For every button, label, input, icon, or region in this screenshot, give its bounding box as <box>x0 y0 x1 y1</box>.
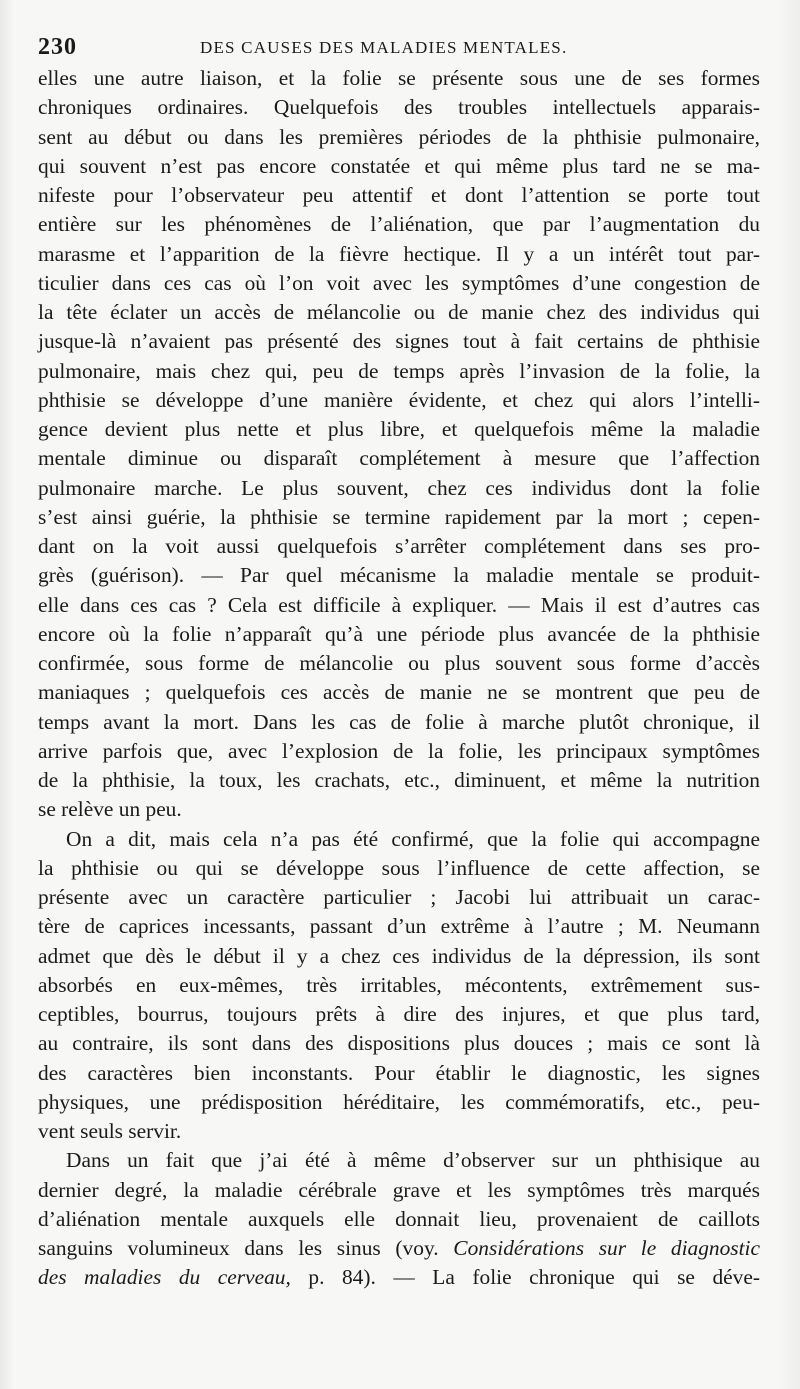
paragraph-1 <box>38 64 760 825</box>
text-line: d’aliénation mentale auxquels elle donnait lieu, provenaient de caillots <box>38 1206 760 1231</box>
page-header <box>38 34 770 64</box>
text-line: maniaques ; quelquefois ces accès de manie ne se montrent que peu de <box>38 680 760 705</box>
text-line: elles une autre liaison, et la folie se présente sous une de ses formes <box>38 66 760 90</box>
text-line: arrive parfois que, avec l’explosion de la folie, les principaux symptômes <box>38 738 760 763</box>
text-line <box>38 1234 760 1263</box>
italic-title-part-2: des maladies du cerveau, <box>38 1265 291 1290</box>
text-line: jusque-là n’avaient pas présenté des signes tout à fait certains de phthisie <box>38 329 760 354</box>
text-line: de la phthisie, la toux, les crachats, etc., diminuent, et même la nutrition <box>38 768 760 792</box>
text-line: gence devient plus nette et plus libre, et quelquefois même la maladie <box>38 417 760 441</box>
text-line: temps avant la mort. Dans les cas de folie à marche plutôt chronique, il <box>38 709 760 734</box>
text-line: dant on la voit aussi quelquefois s’arrêter complétement dans ses pro- <box>38 534 760 558</box>
body-text <box>38 64 760 1293</box>
text-line: pulmonaire marche. Le plus souvent, chez ces individus dont la folie <box>38 475 760 500</box>
text-line: phthisie se développe d’une manière évidente, et chez qui alors l’intelli- <box>38 387 760 412</box>
paragraph-2 <box>38 825 760 1147</box>
text-segment: p. 84). — La folie chronique qui se déve- <box>308 1265 760 1290</box>
text-line: la phthisie ou qui se développe sous l’influence de cette affection, se <box>38 855 760 880</box>
text-line: tère de caprices incessants, passant d’un extrême à l’autre ; M. Neumann <box>38 914 760 939</box>
text-line: grès (guérison). — Par quel mécanisme la maladie mentale se produit- <box>38 563 760 588</box>
text-line: mentale diminue ou disparaît complétement à mesure que l’affection <box>38 446 760 471</box>
italic-title-part-1: Considérations sur le diagnostic <box>453 1236 760 1260</box>
text-line: présente avec un caractère particulier ; Jacobi lui attribuait un carac- <box>38 885 760 909</box>
text-line: se relève un peu. <box>38 797 182 822</box>
text-line: vent seuls servir. <box>38 1119 182 1143</box>
text-segment: sanguins volumineux dans les sinus (voy. <box>38 1236 439 1260</box>
text-line: nifeste pour l’observateur peu attentif et dont l’attention se porte tout <box>38 183 760 207</box>
text-line: sent au début ou dans les premières périodes de la phthisie pulmonaire, <box>38 124 760 149</box>
text-line: admet que dès le début il y a chez ces individus de la dépression, ils sont <box>38 943 760 968</box>
page-number: 230 <box>38 34 77 60</box>
text-line: ceptibles, bourrus, toujours prêts à dire des injures, et que plus tard, <box>38 1002 760 1026</box>
text-line: dernier degré, la maladie cérébrale grave et les symptômes très marqués <box>38 1177 760 1202</box>
text-line: elle dans ces cas ? Cela est difficile à expliquer. — Mais il est d’autres cas <box>38 592 760 617</box>
text-line: s’est ainsi guérie, la phthisie se termine rapidement par la mort ; cepen- <box>38 504 760 529</box>
text-line: encore où la folie n’apparaît qu’à une période plus avancée de la phthisie <box>38 621 760 646</box>
text-line: pulmonaire, mais chez qui, peu de temps après l’invasion de la folie, la <box>38 358 760 383</box>
running-head: DES CAUSES DES MALADIES MENTALES. <box>200 38 568 57</box>
text-line: absorbés en eux-mêmes, très irritables, mécontents, extrêmement sus- <box>38 972 760 997</box>
text-line: la tête éclater un accès de mélancolie ou de manie chez des individus qui <box>38 300 760 324</box>
text-line: qui souvent n’est pas encore constatée et qui même plus tard ne se ma- <box>38 153 760 178</box>
paragraph-3 <box>38 1146 760 1292</box>
text-line: physiques, une prédisposition héréditaire, les commémoratifs, etc., peu- <box>38 1089 760 1114</box>
text-line: Dans un fait que j’ai été à même d’observer sur un phthisique au <box>66 1148 760 1173</box>
text-line: au contraire, ils sont dans des dispositions plus douces ; mais ce sont là <box>38 1031 760 1056</box>
text-line: des caractères bien inconstants. Pour établir le diagnostic, les signes <box>38 1060 760 1085</box>
text-line: On a dit, mais cela n’a pas été confirmé, que la folie qui accompagne <box>66 826 760 851</box>
text-line: marasme et l’apparition de la fièvre hectique. Il y a un intérêt tout par- <box>38 241 760 266</box>
text-line: entière sur les phénomènes de l’aliénation, que par l’augmentation du <box>38 212 760 237</box>
text-line: ticulier dans ces cas où l’on voit avec les symptômes d’une congestion de <box>38 270 760 295</box>
text-line <box>38 1263 760 1292</box>
text-line: confirmée, sous forme de mélancolie ou plus souvent sous forme d’accès <box>38 651 760 675</box>
text-line: chroniques ordinaires. Quelquefois des troubles intellectuels apparais- <box>38 95 760 120</box>
